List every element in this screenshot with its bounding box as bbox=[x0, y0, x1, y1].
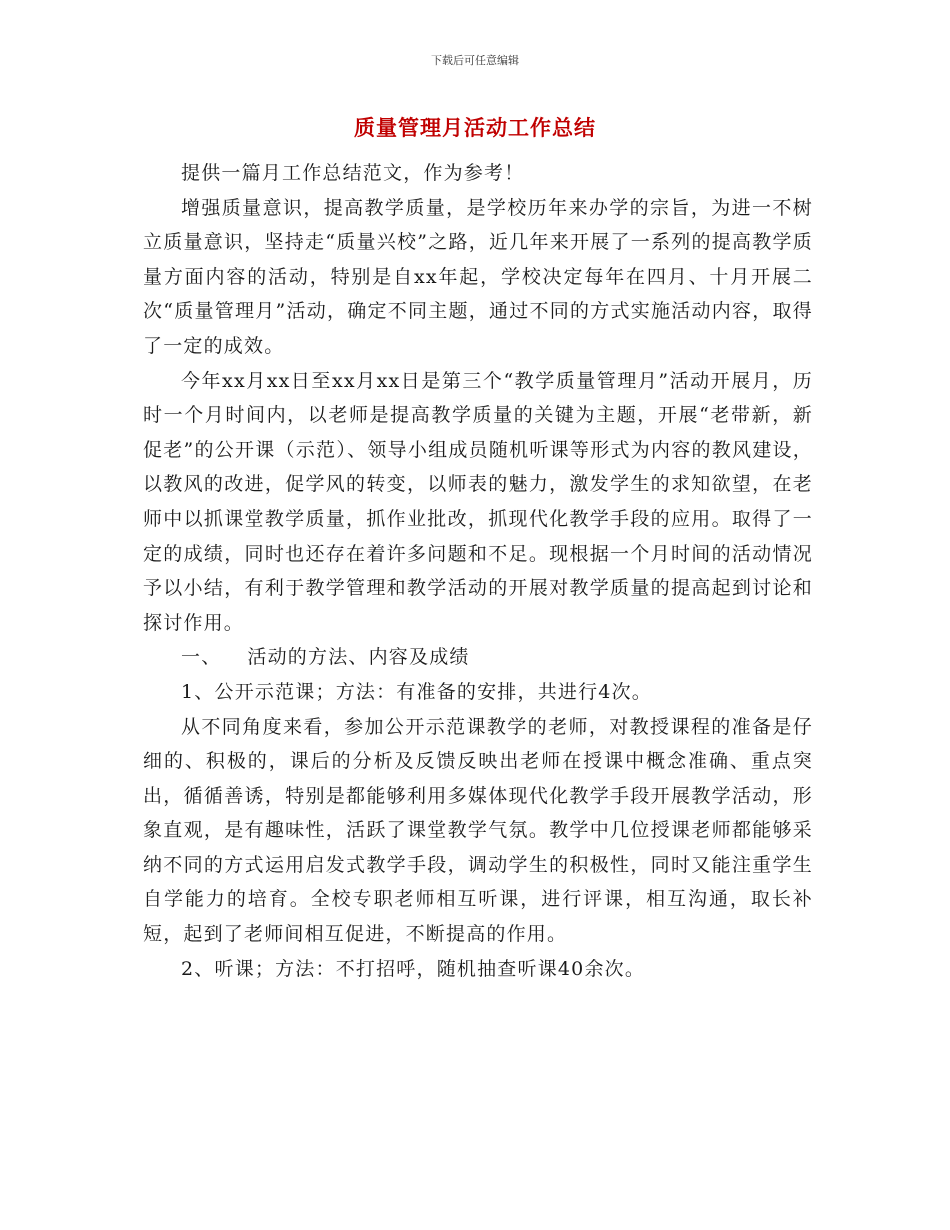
body-paragraph: 增强质量意识，提高教学质量，是学校历年来办学的宗旨，为进一不树立质量意识，坚持走“质量兴校”之路，近几年来开展了一系列的提高教学质量方面内容的活动，特别是自xx年起，学校决定每年在四月、十月开展二次“质量管理月”活动，确定不同主题，通过不同的方式实施活动内容，取得了一定的成效。 bbox=[143, 196, 813, 357]
section-number: 一、 bbox=[181, 646, 222, 669]
item-heading: 1、公开示范课；方法：有准备的安排，共进行4次。 bbox=[181, 680, 652, 703]
item-heading: 2、听课；方法：不打招呼，随机抽查听课40余次。 bbox=[181, 957, 646, 980]
body-paragraph: 从不同角度来看，参加公开示范课教学的老师，对教授课程的准备是仔细的、积极的，课后的分析及反馈反映出老师在授课中概念准确、重点突出，循循善诱，特别是都能够利用多媒体现代化教学手段开展教学活动，形象直观，是有趣味性，活跃了课堂教学气氛。教学中几位授课老师都能够采纳不同的方式运用启发式教学手段，调动学生的积极性，同时又能注重学生自学能力的培育。全校专职老师相互听课，进行评课，相互沟通，取长补短，起到了老师间相互促进，不断提高的作用。 bbox=[143, 715, 813, 946]
page-header: 下载后可任意编辑 bbox=[431, 54, 519, 67]
section-title: 活动的方法、内容及成绩 bbox=[247, 646, 470, 669]
document-body bbox=[143, 156, 813, 986]
intro-paragraph: 提供一篇月工作总结范文，作为参考！ bbox=[181, 162, 525, 184]
body-paragraph: 今年xx月xx日至xx月xx日是第三个“教学质量管理月”活动开展月，历时一个月时间内，以老师是提高教学质量的关键为主题，开展“老带新，新促老”的公开课（示范）、领导小组成员随机听课等形式为内容的教风建设，以教风的改进，促学风的转变，以师表的魅力，激发学生的求知欲望，在老师中以抓课堂教学质量，抓作业批改，抓现代化教学手段的应用。取得了一定的成绩，同时也还存在着许多问题和不足。现根据一个月时间的活动情况予以小结，有利于教学管理和教学活动的开展对教学质量的提高起到讨论和探讨作用。 bbox=[143, 369, 813, 634]
section-heading bbox=[143, 640, 813, 675]
document-title: 质量管理月活动工作总结 bbox=[354, 115, 596, 140]
